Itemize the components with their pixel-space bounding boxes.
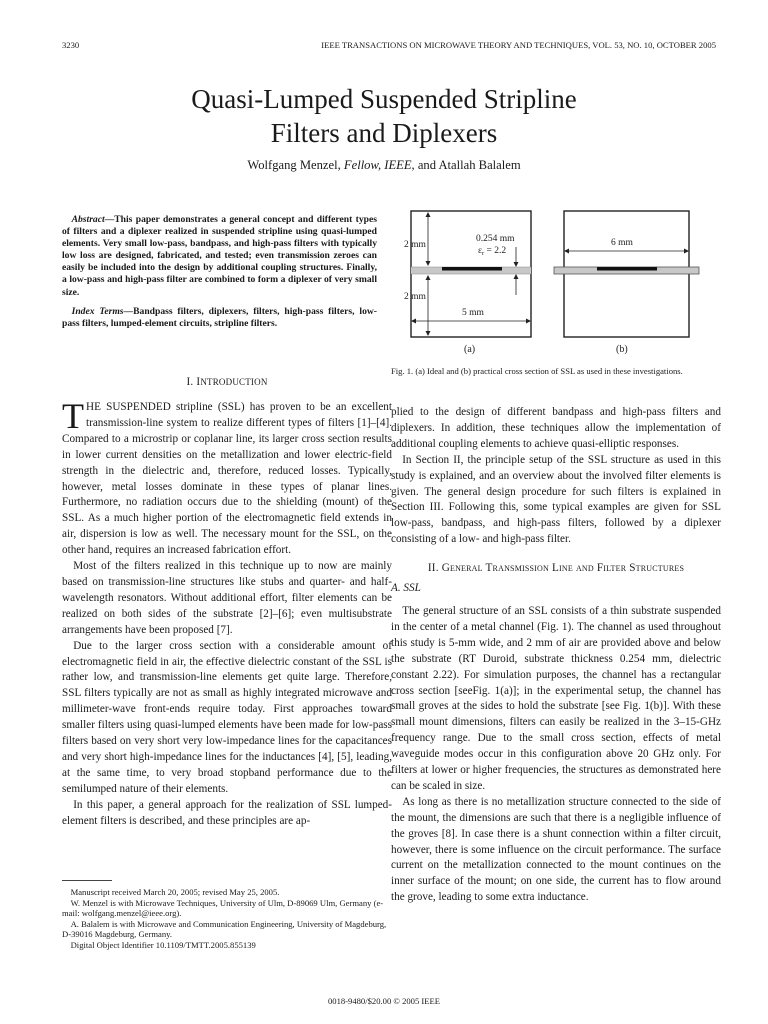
ssl-paragraph-1: The general structure of an SSL consists of a thin substrate suspended in the center of a metal channel (Fig. 1). The channel as used throughout this study is 5-mm wide, and 2 mm of air are provided above and below the substrate (RT Duroid, substrate thickness 0.254 mm, dielectric constant 2.22). For simulation purposes, the channel has a rectangular cross section [seeFig. 1(a)]; in the experimental setup, the channel has small groves at the sides to hold the substrate [see Fig. 1(b)]. With these small mount dimensions, filters can easily be realized in the 3–15-GHz frequency range. Due to the small cross section, effects of metal waveguide modes occur in this configuration above 20 GHz only. For filters at lower or higher frequencies, the structures as demonstrated here can be scaled in size. xyxy=(391,604,721,792)
footnote-rule xyxy=(62,880,112,881)
subfig-label-a: (a) xyxy=(464,344,476,355)
author-grade: Fellow, IEEE, xyxy=(343,158,415,172)
index-terms-text: —Bandpass filters, diplexers, filters, high-pass filters, low-pass filters, lumped-element circuits, stripline filters. xyxy=(62,305,377,329)
footnote-balalem: A. Balalem is with Microwave and Communication Engineering, University of Magdeburg, D-39016 Magdeburg, Germany. xyxy=(62,918,387,940)
journal-header: IEEE TRANSACTIONS ON MICROWAVE THEORY AND TECHNIQUES, VOL. 53, NO. 10, OCTOBER 2005 xyxy=(321,40,716,50)
authors xyxy=(0,158,768,173)
right-column xyxy=(391,405,721,906)
subfig-label-b: (b) xyxy=(616,344,628,355)
right-paragraph-1: plied to the design of different bandpass and high-pass filters and diplexers. In addition, these techniques allow the implementation of additional coupling elements to achieve quasi-elliptic responses. xyxy=(391,406,721,450)
ssl-paragraph-2: As long as there is no metallization structure connected to the side of the mount, the dimensions are such that there is a negligible influence of the groves [8]. In case there is a shunt connection within a filter circuit, however, there is some influence on the circuit performance. The surface current on the metallization connected to the mount continues on the inner surface of the mount; on one side, the current has to flow around the grove, leading to some extra inductance. xyxy=(391,795,721,904)
footnote xyxy=(62,887,392,951)
epsilon-label: $\varepsilon_r = 2.2$ xyxy=(478,246,507,257)
section-1-heading: I. INTRODUCTION xyxy=(186,376,268,388)
footnote-received: Manuscript received March 20, 2005; revised May 25, 2005. xyxy=(70,887,280,897)
width-label-b: 6 mm xyxy=(611,238,633,248)
copyright-footer: 0018-9480/$20.00 © 2005 IEEE xyxy=(327,996,441,1006)
title-line-1: Quasi-Lumped Suspended Stripline xyxy=(191,84,577,114)
page-number: 3230 xyxy=(62,40,80,50)
abstract-text: —This paper demonstrates a general concept and different types of filters and a diplexer realized in suspended stripline using quasi-lumped elements. Very small low-pass, bandpass, and high-pass filters with typically low loss are designed, fabricated, and tested; even transmission zeroes can easily be included into the design by additional coupling structures. Finally, a low-pass and high-pass filter are combined to form a diplexer of very small size. xyxy=(62,214,377,298)
figure-caption: Fig. 1. (a) Ideal and (b) practical cross section of SSL as used in these investigations. xyxy=(391,366,683,376)
substrate-thickness-label: 0.254 mm xyxy=(476,234,515,244)
left-column xyxy=(62,396,392,829)
index-terms-label: Index Terms xyxy=(71,305,124,317)
right-paragraph-2: In Section II, the principle setup of the SSL structure as used in this study is explained, and an overview about the involved filter elements is given. The general design procedure for such filters is explained in Section III. Following this, some typical examples are given for SSL low-pass, bandpass, and high-pass filters, followed by a diplexer consisting of a low- and high-pass filter. xyxy=(391,453,721,546)
paper-title xyxy=(0,82,768,150)
author-1: Wolfgang Menzel, xyxy=(247,158,341,172)
subsection-heading: A. SSL xyxy=(391,582,421,595)
strip-a xyxy=(442,267,502,271)
strip-b xyxy=(597,267,657,271)
intro-paragraph-2: Most of the filters realized in this technique up to now are mainly based on transmission-line structures like stubs and quarter- and half-wavelength resonators. Without additional effort, filter elements can be realized on both sides of the substrate [2]–[6]; even multisubstrate arrangements have been proposed [7]. xyxy=(62,560,392,636)
author-rest: and Atallah Balalem xyxy=(417,158,521,172)
dim-bottom-label: 2 mm xyxy=(404,292,426,302)
intro-paragraph-3: Due to the larger cross section with a considerable amount of electromagnetic field in air, the effective dielectric constant of the SSL is rather low, and transmission-line elements get quite large. Therefore, SSL filters typically are not as small as highly integrated microwave and millimeter-wave front-ends require today. First approaches toward smaller filters using quasi-lumped elements have been made for low-pass filters based on very short very low-impedance lines for the capacitances and very short high-impedance lines for the inductances [4], [5], leading, at the same time, to very broad stopband performance due to the semilumped nature of their elements. xyxy=(62,639,392,795)
intro-paragraph-1: THE SUSPENDED stripline (SSL) has proven to be an excellent transmission-line system to realize different types of filters [1]–[4]. Compared to a microstrip or coplanar line, its larger cross section results in lower current densities on the metallization and lower electric-field strength in the dielectric and, therefore, reduced losses. Typically, however, metal losses dominate in these types of planar lines. Furthermore, no radiation occurs due to the shielding (mount) of the SSL. As a much higher portion of the electromagnetic field extends in air, dispersion is low as well. The necessary mount for the SSL, on the other hand, requires an increased fabrication effort. xyxy=(62,396,392,557)
drop-cap: T xyxy=(62,396,84,436)
section-2-heading: II. General Transmission Line and Filter Structures xyxy=(427,562,685,575)
abstract xyxy=(62,214,377,337)
title-line-2: Filters and Diplexers xyxy=(270,118,498,148)
footnote-doi: Digital Object Identifier 10.1109/TMTT.2005.855139 xyxy=(70,939,256,950)
dim-top-label: 2 mm xyxy=(404,240,426,250)
width-label-a: 5 mm xyxy=(462,308,484,318)
figure-1 xyxy=(400,205,735,365)
abstract-label: Abstract xyxy=(71,214,105,225)
footnote-menzel: W. Menzel is with Microwave Techniques, University of Ulm, D-89069 Ulm, Germany (e-mail: wolfgang.menzel@ieee.org). xyxy=(62,897,384,919)
intro-paragraph-4: In this paper, a general approach for the realization of SSL lumped-element filters is described, and these principles are ap- xyxy=(62,798,392,827)
